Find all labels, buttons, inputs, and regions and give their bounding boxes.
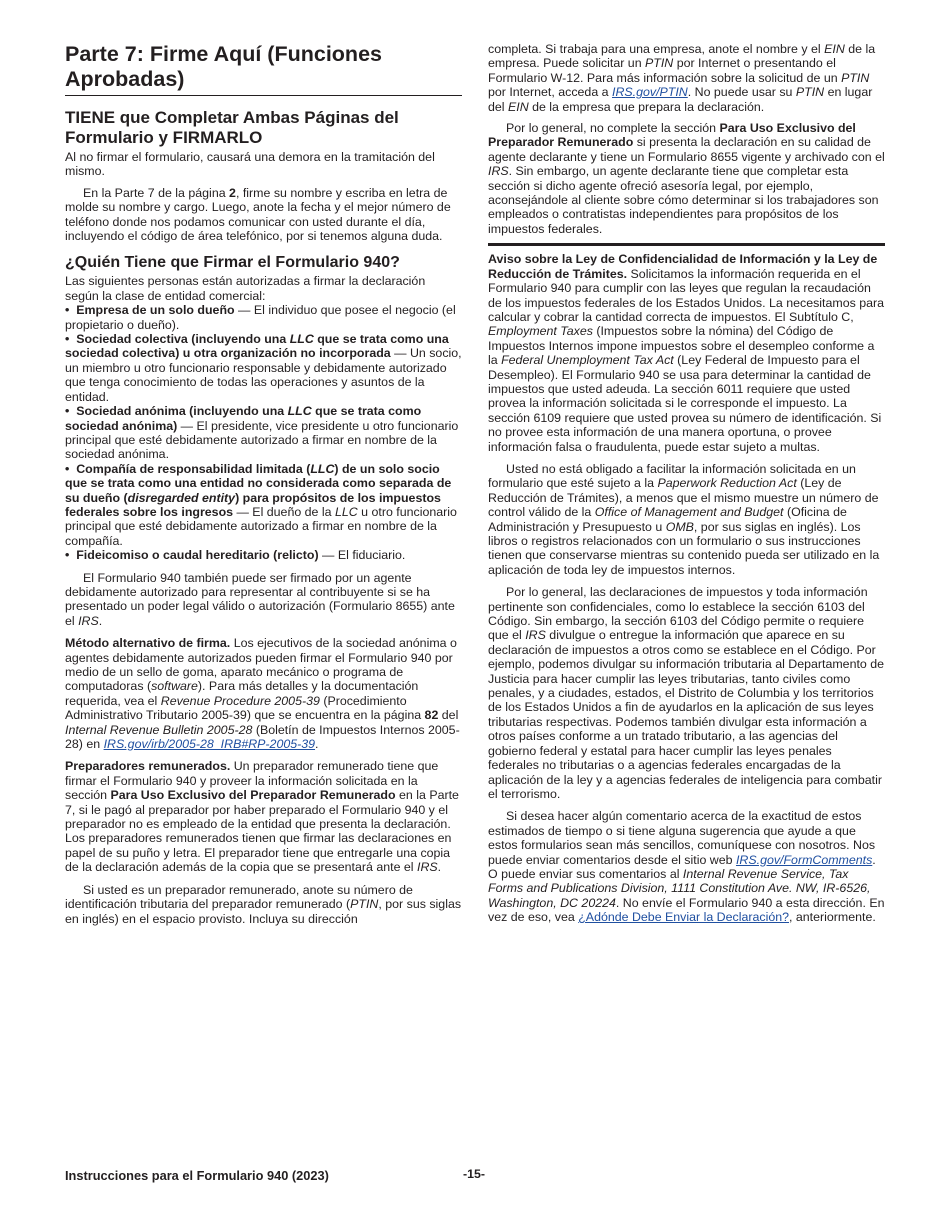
form-comments-link[interactable]: IRS.gov/FormComments <box>735 852 873 867</box>
paragraph-alt-signature: Método alternativo de firma. Los ejecutivos de la sociedad anónima o agentes debidamente autorizados pueden firmar el Formulario 940 por medio de un sello de goma, aparato mecánico o programa de computadoras (software). Para más detalles y la documentación requerida, vea el Revenue Procedure 2005-39 (Procedimiento Administrativo Tributario 2005-39) que se encuentra en la página 82 del Internal Revenue Bulletin 2005-28 (Boletín de Impuestos Internos 2005-28) en IRS.gov/irb/2005-28_IRB#RP-2005-39. <box>65 636 460 752</box>
sub-heading: TIENE que Completar Ambas Páginas del Formulario y FIRMARLO <box>65 108 399 147</box>
paragraph-privacy-notice: Aviso sobre la Ley de Confidencialidad de Información y la Ley de Reducción de Trámites. Solicitamos la información requerida en el Formulario 940 para cumplir con las leyes que regulan la recaudación de los impuestos federales de los Estados Unidos. La necesitamos para calcular y cobrar la cantidad correcta de impuestos. El Subtítulo C, Employment Taxes (Impuestos sobre la nómina) del Código de Impuestos Internos impone impuestos sobre el desempleo conforme a la Federal Unemployment Tax Act (Ley Federal de Impuesto para el Desempleo). El Formulario 940 se usa para determinar la cantidad de impuestos que usted adeuda. La sección 6011 requiere que usted provea la información solicitada si le corresponde el impuesto. La sección 6109 requiere que usted provea su número de identificación. Si no provee esta información de una manera oportuna, o provee información falsa o fraudulenta, puede estar sujeto a multas. <box>488 252 885 454</box>
paragraph-ptin-cont: completa. Si trabaja para una empresa, anote el nombre y el EIN de la empresa. Puede solicitar un PTIN por Internet o presentando el Formulario W-12. Para más información sobre la solicitud de un PTIN por Internet, acceda a IRS.gov/PTIN. No puede usar su PTIN en lugar del EIN de la empresa que prepara la declaración. <box>488 42 876 114</box>
page-number: -15- <box>463 1167 486 1181</box>
footer-doc-title: Instrucciones para el Formulario 940 (2023) <box>65 1168 329 1183</box>
list-item: • Sociedad anónima (incluyendo una LLC que se trata como sociedad anónima) — El presidente, vice presidente u otro funcionario principal que esté debidamente autorizado a firmar en nombre de la sociedad anónima. <box>65 404 459 462</box>
paragraph-no-sign: Al no firmar el formulario, causará una demora en la tramitación del mismo. <box>65 150 435 179</box>
paragraph-confidentiality: Por lo general, las declaraciones de impuestos y toda información pertinente son confidenciales, como lo establece la sección 6103 del Código. Sin embargo, la sección 6103 del Código permite o requiere que el IRS divulgue o entregue la información que aparece en su declaración de impuestos a otros como se establece en el Código. Por ejemplo, podemos divulgar su información tributaria al Departamento de Justicia para hacer cumplir las leyes tributarias, tanto civiles como penales, y a ciudades, estados, el Distrito de Columbia y los territorios de los Estados Unidos a fin de ayudarlos en la aplicación de sus leyes tributarias respectivas. Podemos también divulgar esta información a otros países conforme a un tratado tributario, a las agencias del gobierno federal y estatal para hacer cumplir las leyes penales federales no tributarias o a agencias federales encargadas de la aplicación de la ley y a agencias federales de inteligencia para combatir el terrorismo. <box>488 585 885 801</box>
list-item: • Empresa de un solo dueño — El individuo que posee el negocio (el propietario o dueño). <box>65 303 456 332</box>
paragraph-agent: El Formulario 940 también puede ser firmado por un agente debidamente autorizado para representar al contribuyente si se ha presentado un poder legal válido o autorización (Formulario 8655) ante el IRS. <box>65 570 455 628</box>
who-signs-heading: ¿Quién Tiene que Firmar el Formulario 940? <box>65 254 400 272</box>
who-signs-intro: Las siguientes personas están autorizadas a firmar la declaración según la clase de entidad comercial: <box>65 274 426 303</box>
paragraph-paperwork: Usted no está obligado a facilitar la información solicitada en un formulario que esté sujeto a la Paperwork Reduction Act (Ley de Reducción de Trámites), a menos que el mismo muestre un número de control válido de la Office of Management and Budget (Oficina de Administración y Presupuesto u OMB, por sus siglas en inglés). Los libros o registros relacionados con un formulario o sus instrucciones tienen que conservarse mientras su contenido pueda ser utilizado en la aplicación de toda ley de impuestos internos. <box>488 461 880 577</box>
list-item: • Sociedad colectiva (incluyendo una LLC que se trata como una sociedad colectiva) u otra organización no incorporada — Un socio, un miembro u otro funcionario responsable y debidamente autorizado que tenga conocimiento de todas las operaciones y asuntos de la entidad. <box>65 332 462 404</box>
ptin-link[interactable]: IRS.gov/PTIN <box>612 85 688 100</box>
right-column <box>488 42 885 925</box>
list-item: • Fideicomiso o caudal hereditario (relicto) — El fiduciario. <box>65 548 406 563</box>
left-column <box>65 42 462 926</box>
paragraph-part7: En la Parte 7 de la página 2, firme su nombre y escriba en letra de molde su nombre y cargo. Luego, anote la fecha y el mejor número de teléfono donde nos podamos comunicar con usted durante el día, incluyendo el código de área telefónico, por si tenemos alguna duda. <box>65 185 451 244</box>
section-divider <box>488 243 885 246</box>
where-to-file-link[interactable]: ¿Adónde Debe Enviar la Declaración? <box>578 910 789 925</box>
section-title: Parte 7: Firme Aquí (Funciones Aprobadas) <box>65 42 462 96</box>
paragraph-ptin: Si usted es un preparador remunerado, anote su número de identificación tributaria del preparador remunerado (PTIN, por sus siglas en inglés) en el espacio provisto. Incluya su dirección <box>65 882 462 926</box>
paragraph-paid-preparers: Preparadores remunerados. Un preparador remunerado tiene que firmar el Formulario 940 y proveer la información solicitada en la sección Para Uso Exclusivo del Preparador Remunerado en la Parte 7, si le pagó al preparador por haber preparado el Formulario 940 y el preparador no es empleado de la entidad que presenta la declaración. Los preparadores remunerados tienen que firmar las declaraciones en papel de su puño y letra. El preparador tiene que entregarle una copia de la declaración además de la copia que se presentará ante el IRS. <box>65 759 459 875</box>
list-item: • Compañía de responsabilidad limitada (LLC) de un solo socio que se trata como una entidad no considerada como separada de su dueño (disregarded entity) para propósitos de los impuestos federales sobre los ingresos — El dueño de la LLC u otro funcionario principal que esté debidamente autorizado a firmar en nombre de la compañía. <box>65 461 457 548</box>
paragraph-comments: Si desea hacer algún comentario acerca de la exactitud de estos estimados de tiempo o si tiene alguna sugerencia que ayude a que estos formularios sean más sencillos, comuníquese con nosotros. Nos puede enviar comentarios desde el sitio web IRS.gov/FormComments. O puede enviar sus comentarios al Internal Revenue Service, Tax Forms and Publications Division, 1111 Constitution Ave. NW, IR-6526, Washington, DC 20224. No envíe el Formulario 940 a esta dirección. En vez de eso, vea ¿Adónde Debe Enviar la Declaración?, anteriormente. <box>488 809 885 925</box>
paragraph-reporting-agent: Por lo general, no complete la sección Para Uso Exclusivo del Preparador Remunerado si presenta la declaración en su calidad de agente declarante y tiene un Formulario 8655 vigente y archivado con el IRS. Sin embargo, un agente declarante tiene que completar esta sección si dicho agente ofreció asesoría legal, por ejemplo, aconsejándole al cliente sobre cómo determinar si los trabajadores son empleados o contratistas independientes para propósitos de los impuestos federales. <box>488 121 885 236</box>
irb-link[interactable]: IRS.gov/irb/2005-28_IRB#RP-2005-39 <box>103 737 316 752</box>
